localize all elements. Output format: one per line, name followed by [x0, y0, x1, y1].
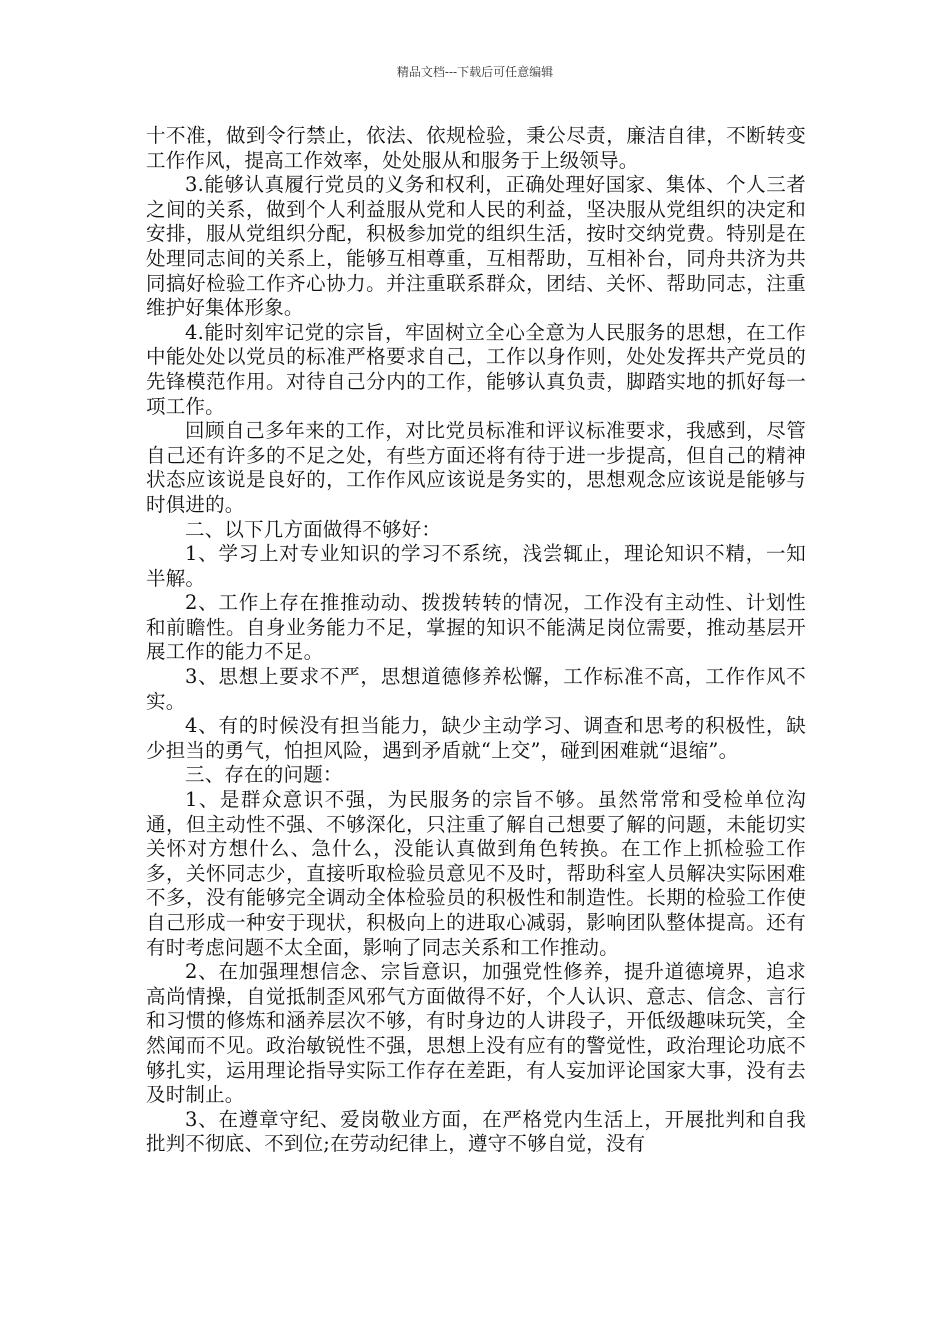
section-heading: 三、存在的问题： [185, 763, 343, 787]
paragraph: 2、在加强理想信念、宗旨意识，加强党性修养，提升道德境界，追求高尚情操，自觉抵制歪风邪气方面做得不好，个人认识、意志、信念、言行和习惯的修炼和涵养层次不够，有时身边的人讲段子，开低级趣味玩笑，全然闻而不见。政治敏锐性不强，思想上没有应有的警觉性，政治理论功底不够扎实，运用理论指导实际工作存在差距，有人妄加评论国家大事，没有去及时制止。 [146, 960, 806, 1107]
paragraph: 4.能时刻牢记党的宗旨，牢固树立全心全意为人民服务的思想，在工作中能处处以党员的标准严格要求自己，工作以身作则，处处发挥共产党员的先锋模范作用。对待自己分内的工作，能够认真负责，脚踏实地的抓好每一项工作。 [146, 320, 806, 418]
paragraph: 1、是群众意识不强，为民服务的宗旨不够。虽然常常和受检单位沟通，但主动性不强、不够深化，只注重了解自己想要了解的问题，未能切实关怀对方想什么、急什么，没能认真做到角色转换。在工作上抓检验工作多，关怀同志少，直接听取检验员意见不及时，帮助科室人员解决实际困难不多，没有能够完全调动全体检验员的积极性和制造性。长期的检验工作使自己形成一种安于现状，积极向上的进取心减弱，影响团队整体提高。还有有时考虑问题不太全面，影响了同志关系和工作推动。 [146, 788, 806, 959]
paragraph: 3.能够认真履行党员的义务和权利，正确处理好国家、集体、个人三者之间的关系，做到个人利益服从党和人民的利益，坚决服从党组织的决定和安排，服从党组织分配，积极参加党的组织生活，按时交纳党费。特别是在处理同志间的关系上，能够互相尊重，互相帮助，互相补台，同舟共济为共同搞好检验工作齐心协力。并注重联系群众，团结、关怀、帮助同志，注重维护好集体形象。 [146, 173, 806, 320]
section-heading: 二、以下几方面做得不够好： [185, 517, 442, 541]
paragraph: 1、学习上对专业知识的学习不系统，浅尝辄止，理论知识不精，一知半解。 [146, 542, 806, 590]
paragraph: 4、有的时候没有担当能力，缺少主动学习、调查和思考的积极性，缺少担当的勇气，怕担风险，遇到矛盾就“上交”，碰到困难就“退缩”。 [146, 714, 806, 762]
paragraph: 2、工作上存在推推动动、拨拨转转的情况，工作没有主动性、计划性和前瞻性。自身业务能力不足，掌握的知识不能满足岗位需要，推动基层开展工作的能力不足。 [146, 591, 806, 664]
document-body [146, 124, 806, 1157]
paragraph: 3、思想上要求不严，思想道德修养松懈，工作标准不高，工作作风不实。 [146, 665, 806, 713]
paragraph: 回顾自己多年来的工作，对比党员标准和评议标准要求，我感到，尽管自己还有许多的不足之处，有些方面还将有待于进一步提高，但自己的精神状态应该说是良好的，工作作风应该说是务实的，思想观念应该说是能够与时俱进的。 [146, 419, 806, 516]
paragraph: 十不准，做到令行禁止，依法、依规检验，秉公尽责，廉洁自律，不断转变工作作风，提高工作效率，处处服从和服务于上级领导。 [146, 124, 806, 172]
page-header: 精品文档---下载后可任意编辑 [396, 65, 554, 79]
paragraph: 3、在遵章守纪、爱岗敬业方面，在严格党内生活上，开展批判和自我批判不彻底、不到位;在劳动纪律上，遵守不够自觉，没有 [146, 1107, 806, 1156]
